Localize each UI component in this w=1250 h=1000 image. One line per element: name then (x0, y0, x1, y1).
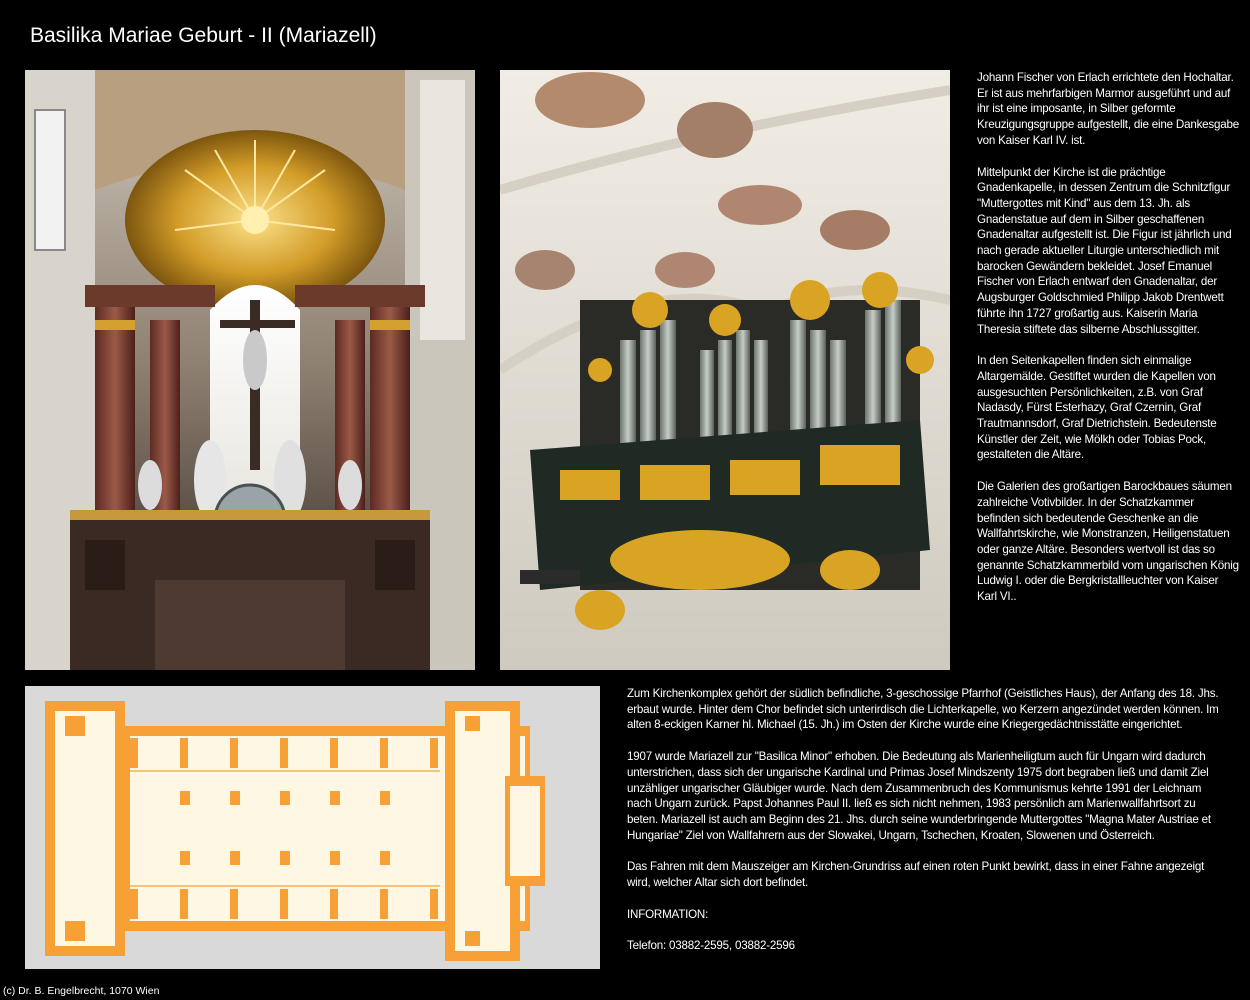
church-floor-plan[interactable] (25, 686, 600, 969)
paragraph-seitenkapellen: In den Seitenkapellen finden sich einmalige Altargemälde. Gestiftet wurden die Kapellen von ausgesuchten Persönlichkeiten, z.B. von Graf Nadasdy, Fürst Esterhazy, Graf Czernin, Graf Trautmannsdorf, Graf Dietrichstein. Bedeutenste Künstler der Zeit, wie Mölkh oder Tobias Pock, gestalteten die Altäre. (977, 354, 1217, 462)
copyright-notice: (c) Dr. B. Engelbrecht, 1070 Wien (3, 985, 160, 997)
paragraph-pfarrhof: Zum Kirchenkomplex gehört der südlich befindliche, 3-geschossige Pfarrhof (Geistliches Haus), der Anfang des 18. Jhs. erbaut wurde. Hinter dem Chor befindet sich unterirdisch die Lichterkapelle, wo Kerzern angezündet werden können. Im alten 8-eckigen Karner hl. Michael (15. Jh.) im Osten der Kirche wurde eine Kriegergedächtnisstätte eingerichtet. (627, 687, 1219, 732)
right-text-column (977, 70, 1239, 621)
organ-photo (500, 70, 950, 670)
page-title: Basilika Mariae Geburt - II (Mariazell) (30, 24, 377, 47)
paragraph-basilica-minor: 1907 wurde Mariazell zur "Basilica Minor" erhoben. Die Bedeutung als Marienheiligtum auch für Ungarn wird dadurch unterstrichen, dass sich der ungarische Kardinal und Primas Josef Mindszenty 1975 dort begraben ließ und damit Ziel unzähliger ungarischer Gläubiger wurde. Nach dem Zusammenbruch des Kommunismus kehrte 1991 der Leichnam nach Ungarn zurück. Papst Johannes Paul II. ließ es sich nicht nehmen, 1983 persönlich am Marienwallfahrtsort zu beten. Mariazell ist auch am Beginn des 21. Jhs. durch seine wunderbringende Muttergottes "Magna Mater Austriae et Hungariae" Ziel von Wallfahrern aus der Slowakei, Ungarn, Tschechen, Kroaten, Slowenen und Österreich. (627, 750, 1211, 842)
high-altar-photo (25, 70, 475, 670)
bottom-text-column (627, 686, 1222, 970)
paragraph-gnadenkapelle: Mittelpunkt der Kirche ist die prächtige Gnadenkapelle, in dessen Zentrum die Schnitzfigur "Muttergottes mit Kind" aus dem 13. Jh. als Gnadenstatue auf dem in Silber geschaffenen Gnadenaltar aufgestellt ist. Die Figur ist jährlich und nach gerade aktueller Liturgie unterschiedlich mit barocken Gewändern bekleidet. Josef Emanuel Fischer von Erlach entwarf den Gnadenaltar, der Augsburger Goldschmied Philipp Jakob Drentwett führte ihn 1727 großartig aus. Kaiserin Maria Theresia stiftete das silberne Abschlussgitter. (977, 165, 1232, 336)
phone-numbers: Telefon: 03882-2595, 03882-2596 (627, 939, 795, 953)
paragraph-mouse-hint: Das Fahren mit dem Mauszeiger am Kirchen-Grundriss auf einen roten Punkt bewirkt, dass in einer Fahne angezeigt wird, welcher Altar sich dort befindet. (627, 860, 1205, 890)
information-label: INFORMATION: (627, 907, 709, 921)
paragraph-schatzkammer: Die Galerien des großartigen Barockbaues säumen zahlreiche Votivbilder. In der Schatzkammer befinden sich bedeutende Geschenke an die Wallfahrtskirche, wie Monstranzen, Heiligenstatuen oder ganze Altäre. Besonders wertvoll ist das so genannte Schatzkammerbild vom ungarischen König Ludwig I. oder die Bergkristallleuchter von Kaiser Karl VI.. (977, 480, 1239, 604)
paragraph-high-altar: Johann Fischer von Erlach errichtete den Hochaltar. Er ist aus mehrfarbigen Marmor ausgeführt und auf ihr ist eine imposante, in Silber geformte Kreuzigungsgruppe aufgestellt, die eine Dankesgabe von Kaiser Karl IV. ist. (977, 71, 1240, 147)
